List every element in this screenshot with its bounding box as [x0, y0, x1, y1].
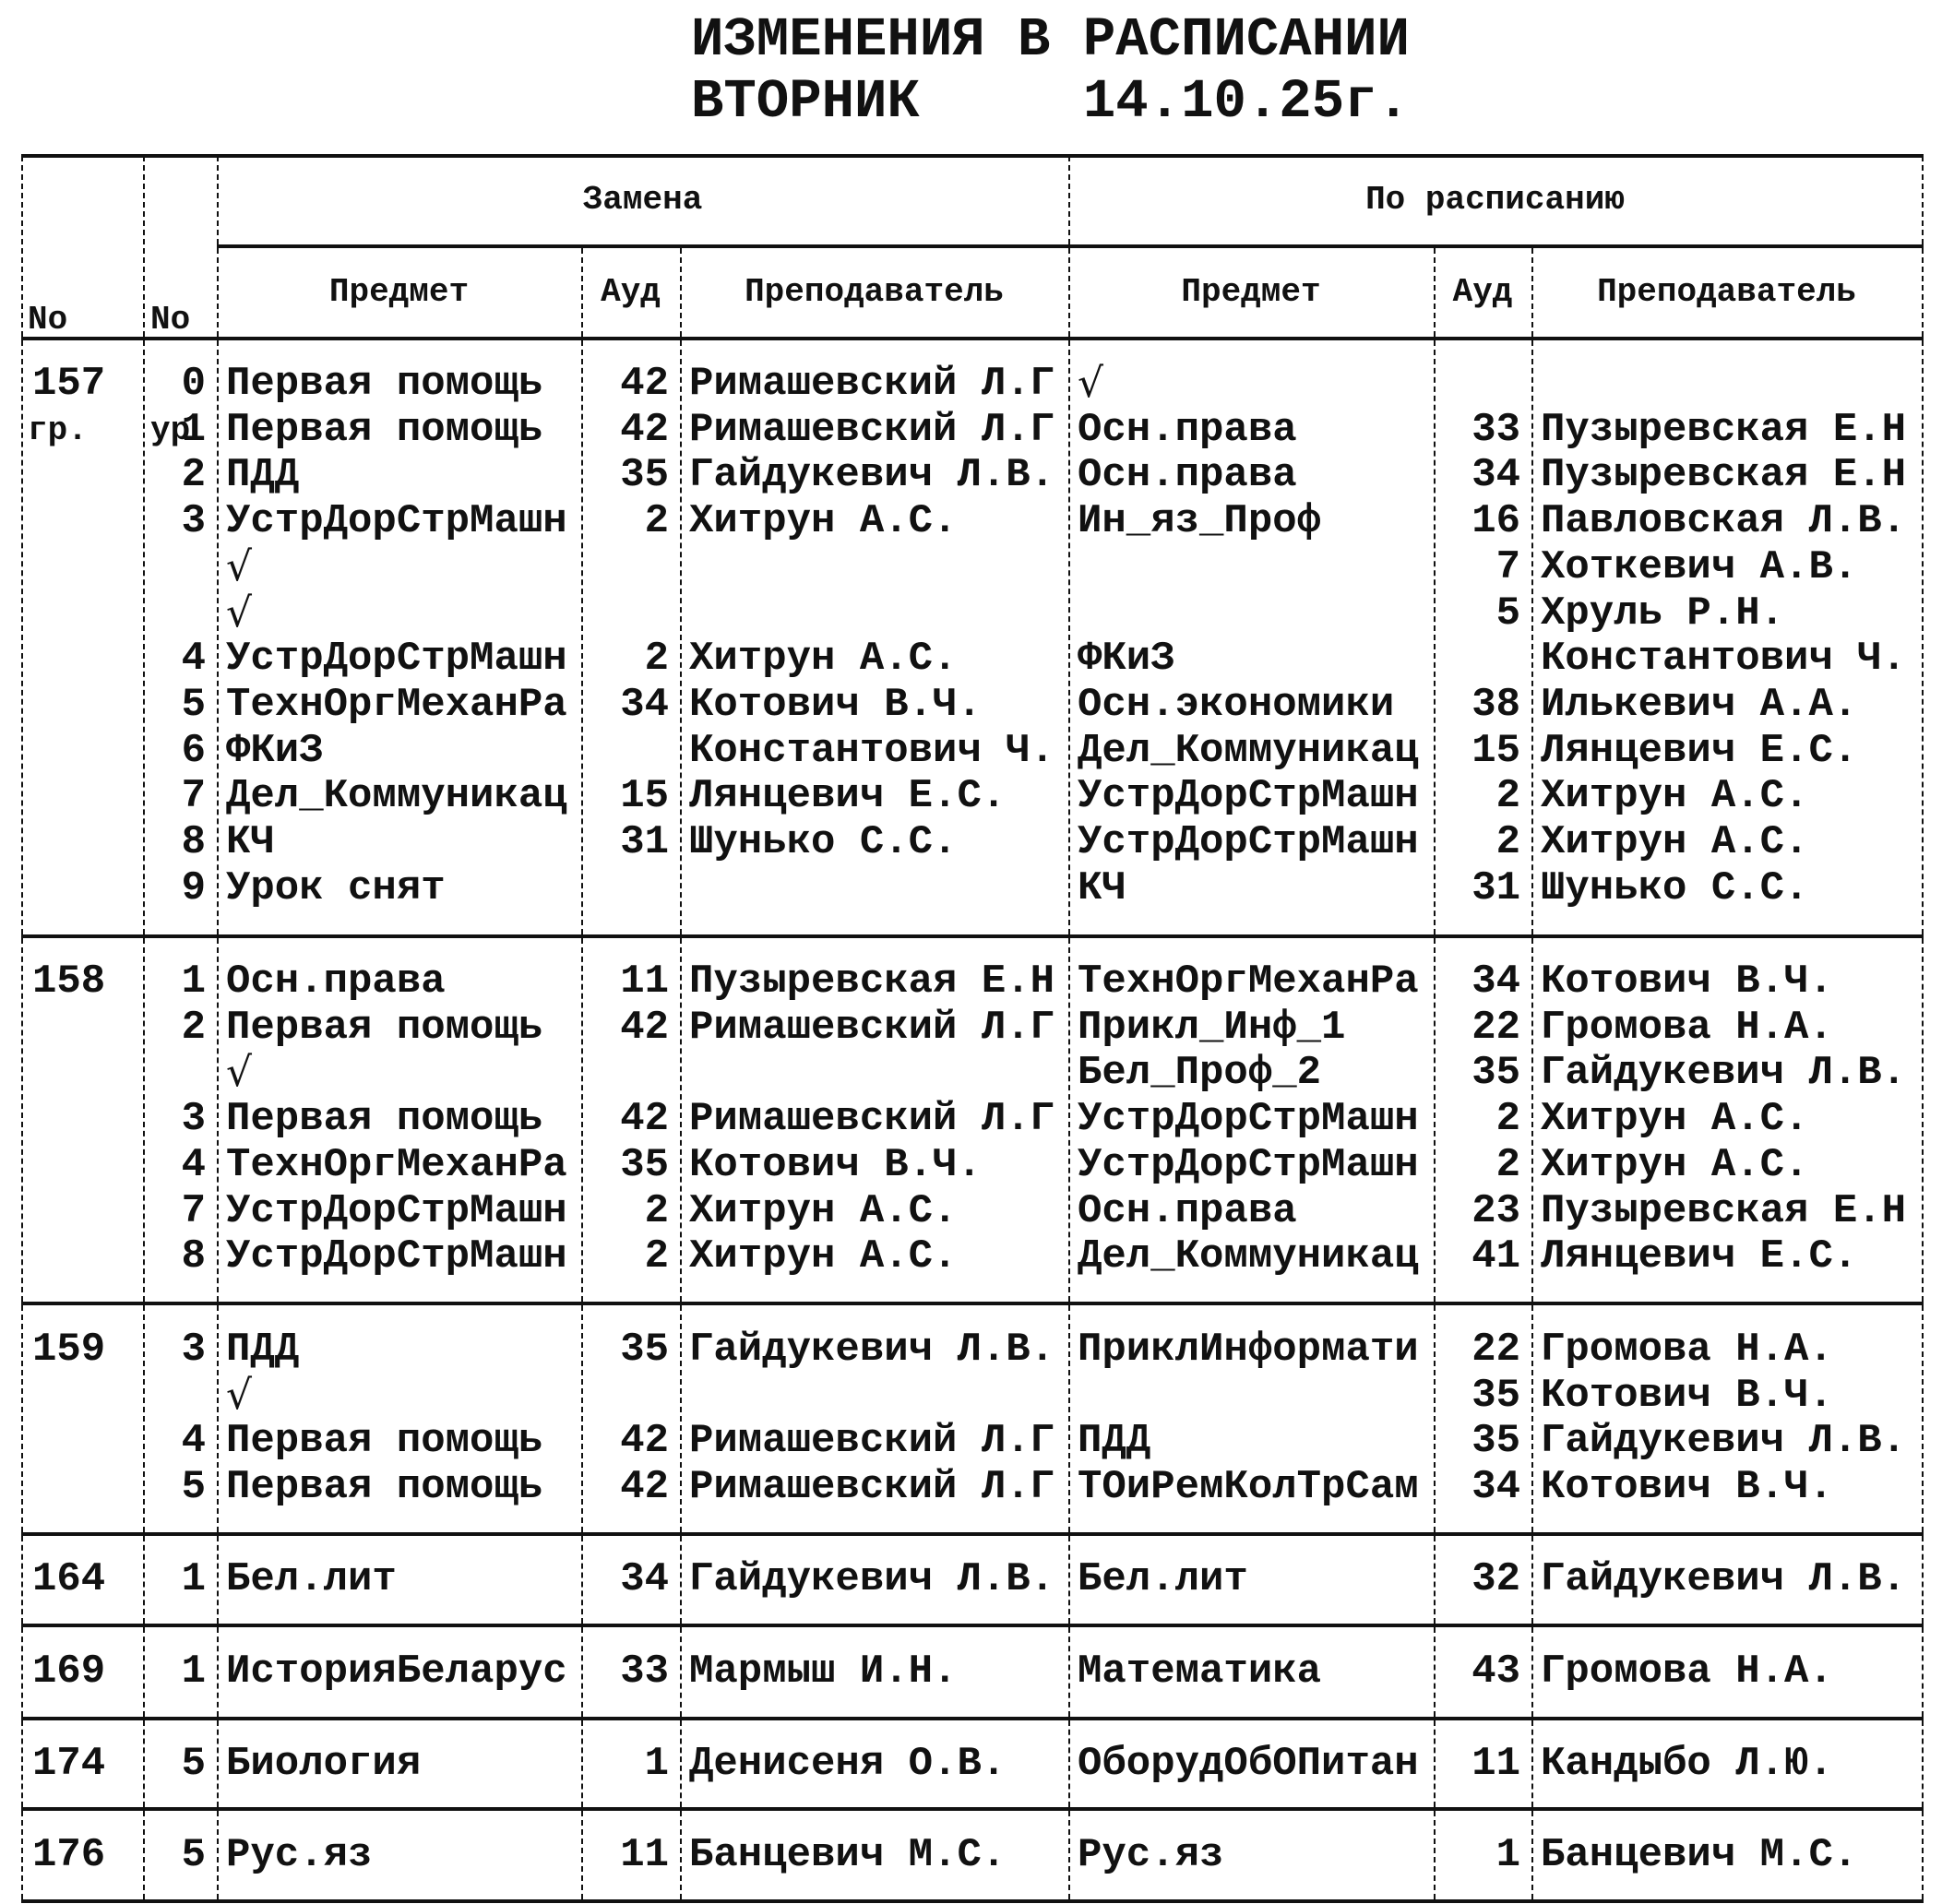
scheduled-subject: Осн.экономики	[1078, 682, 1395, 728]
scheduled-subject: ФКиЗ	[1078, 636, 1175, 682]
replacement-teacher: Денисеня О.В.	[689, 1741, 1007, 1787]
scheduled-teacher: Гайдукевич Л.В.	[1541, 1556, 1907, 1602]
header-old-teacher: Преподаватель	[1597, 273, 1856, 311]
replacement-teacher: Банцевич М.С.	[689, 1832, 1007, 1878]
scheduled-teacher: Шунько С.С.	[1541, 865, 1809, 911]
replacement-room	[581, 1373, 669, 1419]
replacement-room: 2	[644, 1188, 669, 1234]
scheduled-room: 11	[1471, 1741, 1520, 1787]
column-divider	[680, 1536, 682, 1624]
replacement-subject: УстрДорСтрМашн	[226, 498, 567, 544]
column-divider	[21, 1720, 23, 1807]
replacement-room: 33	[620, 1648, 669, 1695]
scheduled-subject: Осн.права	[1078, 452, 1297, 498]
scheduled-subject: ТехнОргМеханРа	[1078, 958, 1419, 1005]
scheduled-teacher	[1541, 361, 1920, 407]
replacement-teacher	[689, 865, 1066, 911]
column-divider	[21, 1305, 23, 1532]
replacement-subject: ПДД	[226, 452, 300, 498]
column-divider	[21, 938, 23, 1302]
lesson-number: 3	[181, 1327, 206, 1373]
group-separator-rule	[21, 1899, 1924, 1903]
scheduled-teacher: Илькевич А.А.	[1541, 682, 1858, 728]
lesson-number: 3	[181, 498, 206, 544]
column-divider	[1531, 1536, 1533, 1624]
replacement-room: 2	[644, 1233, 669, 1279]
replacement-subject: Осн.права	[226, 958, 446, 1005]
replacement-subject: ФКиЗ	[226, 728, 324, 774]
scheduled-room: 35	[1471, 1050, 1520, 1096]
scheduled-teacher: Пузыревская Е.Н	[1541, 407, 1907, 453]
replacement-room: 35	[620, 452, 669, 498]
lesson-number: 2	[181, 1005, 206, 1051]
column-divider	[21, 1627, 23, 1717]
scheduled-subject: УстрДорСтрМашн	[1078, 1142, 1419, 1188]
lesson-number: 6	[181, 728, 206, 774]
column-divider	[680, 1720, 682, 1807]
group-separator-rule	[21, 1532, 1924, 1536]
scheduled-subject: ПриклИнформати	[1078, 1327, 1419, 1373]
header-replacement: Замена	[582, 181, 703, 219]
column-divider	[1922, 1627, 1924, 1717]
replacement-subject: Рус.яз	[226, 1832, 373, 1878]
column-divider	[1531, 1811, 1533, 1899]
scheduled-room	[1434, 361, 1520, 407]
column-divider	[217, 1305, 219, 1532]
lesson-number: 7	[181, 1188, 206, 1234]
scheduled-teacher: Котович В.Ч.	[1541, 1373, 1833, 1419]
replacement-room: 2	[644, 498, 669, 544]
scheduled-subject: Прикл_Инф_1	[1078, 1005, 1346, 1051]
replacement-room: 42	[620, 1418, 669, 1464]
replacement-subject: КЧ	[226, 819, 275, 865]
scheduled-teacher: Котович В.Ч.	[1541, 958, 1833, 1005]
replacement-subject: ИсторияБеларус	[226, 1648, 567, 1695]
replacement-teacher: Лянцевич Е.С.	[689, 773, 1007, 819]
scheduled-room: 2	[1495, 773, 1520, 819]
replacement-room	[581, 1050, 669, 1096]
scheduled-teacher: Банцевич М.С.	[1541, 1832, 1858, 1878]
scheduled-room: 23	[1471, 1188, 1520, 1234]
replacement-teacher: Мармыш И.Н.	[689, 1648, 958, 1695]
replacement-teacher: Римашевский Л.Г	[689, 1464, 1055, 1510]
replacement-check-icon: √	[226, 543, 253, 590]
column-divider	[1068, 1627, 1070, 1717]
replacement-subject: Первая помощь	[226, 1464, 543, 1510]
scheduled-subject: Бел_Проф_2	[1078, 1050, 1322, 1096]
replacement-room: 31	[620, 819, 669, 865]
scheduled-room: 32	[1471, 1556, 1520, 1602]
scheduled-room: 43	[1471, 1648, 1520, 1695]
scheduled-room: 7	[1495, 544, 1520, 590]
scheduled-teacher: Пузыревская Е.Н	[1541, 1188, 1907, 1234]
lesson-number: 5	[181, 1741, 206, 1787]
replacement-teacher: Хитрун А.С.	[689, 1233, 958, 1279]
scheduled-room: 35	[1471, 1373, 1520, 1419]
group-separator-rule	[21, 1302, 1924, 1305]
scheduled-teacher: Громова Н.А.	[1541, 1327, 1833, 1373]
replacement-teacher: Римашевский Л.Г	[689, 1418, 1055, 1464]
scheduled-room: 31	[1471, 865, 1520, 911]
header-subrule	[217, 244, 1924, 248]
header-new-subject: Предмет	[328, 273, 470, 311]
scheduled-subject: Осн.права	[1078, 1188, 1297, 1234]
replacement-room	[581, 728, 669, 774]
replacement-teacher: Константович Ч.	[689, 728, 1055, 774]
column-divider	[217, 938, 219, 1302]
group-number: 174	[32, 1741, 106, 1787]
column-divider	[21, 1811, 23, 1899]
header-old-subject: Предмет	[1181, 273, 1321, 311]
lesson-number: 3	[181, 1096, 206, 1142]
replacement-teacher	[689, 1373, 1066, 1419]
scheduled-subject: КЧ	[1078, 865, 1126, 911]
scheduled-subject: ТОиРемКолТрСам	[1078, 1464, 1419, 1510]
replacement-subject: Биология	[226, 1741, 422, 1787]
column-divider	[680, 938, 682, 1302]
lesson-number: 5	[181, 1464, 206, 1510]
replacement-subject: Первая помощь	[226, 361, 543, 407]
scheduled-teacher: Лянцевич Е.С.	[1541, 1233, 1858, 1279]
replacement-room: 11	[620, 1832, 669, 1878]
lesson-number: 9	[181, 865, 206, 911]
lesson-number: 1	[181, 1648, 206, 1695]
replacement-teacher: Хитрун А.С.	[689, 498, 958, 544]
replacement-check-icon: √	[226, 589, 253, 637]
replacement-subject: ТехнОргМеханРа	[226, 682, 567, 728]
header-bottom-rule	[21, 337, 1924, 340]
column-divider	[217, 1811, 219, 1899]
replacement-teacher: Пузыревская Е.Н	[689, 958, 1055, 1005]
group-number: 169	[32, 1648, 106, 1695]
replacement-subject: Первая помощь	[226, 1096, 543, 1142]
scheduled-teacher: Громова Н.А.	[1541, 1005, 1833, 1051]
scheduled-room: 41	[1471, 1233, 1520, 1279]
replacement-teacher: Котович В.Ч.	[689, 1142, 982, 1188]
lesson-number: 0	[181, 361, 206, 407]
header-old-room: Ауд	[1452, 273, 1513, 311]
lesson-number	[143, 544, 206, 590]
replacement-teacher: Хитрун А.С.	[689, 636, 958, 682]
group-separator-rule	[21, 1807, 1924, 1811]
lesson-number	[143, 1050, 206, 1096]
column-divider	[1531, 1305, 1533, 1532]
replacement-room: 35	[620, 1142, 669, 1188]
header-lesson-no-line1: No	[150, 301, 191, 339]
header-vline	[1922, 156, 1924, 337]
scheduled-subject: ПДД	[1078, 1418, 1151, 1464]
column-divider	[1068, 1536, 1070, 1624]
scheduled-teacher: Хитрун А.С.	[1541, 819, 1809, 865]
scheduled-subject: ОборудОбОПитан	[1078, 1741, 1419, 1787]
column-divider	[1922, 1536, 1924, 1624]
column-divider	[680, 1811, 682, 1899]
scheduled-subject: Дел_Коммуникац	[1078, 1233, 1419, 1279]
replacement-room: 11	[620, 958, 669, 1005]
group-number: 176	[32, 1832, 106, 1878]
scheduled-subject: Ин_яз_Проф	[1078, 498, 1322, 544]
lesson-number: 4	[181, 1418, 206, 1464]
scheduled-subject: УстрДорСтрМашн	[1078, 819, 1419, 865]
column-divider	[217, 1536, 219, 1624]
lesson-number: 5	[181, 682, 206, 728]
scheduled-room: 16	[1471, 498, 1520, 544]
replacement-teacher	[689, 1050, 1066, 1096]
scheduled-subject: Рус.яз	[1078, 1832, 1224, 1878]
header-new-room: Ауд	[601, 273, 661, 311]
column-divider	[1922, 1720, 1924, 1807]
scheduled-room: 35	[1471, 1418, 1520, 1464]
scheduled-subject: УстрДорСтрМашн	[1078, 773, 1419, 819]
lesson-number: 1	[181, 958, 206, 1005]
replacement-subject: Дел_Коммуникац	[226, 773, 567, 819]
column-divider	[1922, 1811, 1924, 1899]
column-divider	[1531, 938, 1533, 1302]
replacement-teacher: Гайдукевич Л.В.	[689, 452, 1055, 498]
column-divider	[1531, 1720, 1533, 1807]
column-divider	[217, 1627, 219, 1717]
replacement-room: 34	[620, 682, 669, 728]
scheduled-teacher: Хитрун А.С.	[1541, 773, 1809, 819]
page-subtitle	[691, 71, 1410, 133]
replacement-room: 35	[620, 1327, 669, 1373]
replacement-subject: УстрДорСтрМашн	[226, 636, 567, 682]
replacement-subject: ТехнОргМеханРа	[226, 1142, 567, 1188]
lesson-number: 7	[181, 773, 206, 819]
scheduled-room	[1434, 636, 1520, 682]
scheduled-room: 1	[1495, 1832, 1520, 1878]
header-new-teacher: Преподаватель	[745, 273, 1004, 311]
column-divider	[1922, 1305, 1924, 1532]
replacement-teacher	[689, 590, 1066, 637]
column-divider	[680, 1305, 682, 1532]
header-group-no-line2: гр.	[28, 411, 88, 449]
column-divider	[1922, 340, 1924, 934]
replacement-subject: Бел.лит	[226, 1556, 397, 1602]
replacement-teacher: Шунько С.С.	[689, 819, 958, 865]
scheduled-room: 2	[1495, 1142, 1520, 1188]
replacement-check-icon: √	[226, 1372, 253, 1419]
date: 14.10.25г.	[1082, 71, 1410, 133]
replacement-room	[581, 865, 669, 911]
scheduled-subject: УстрДорСтрМашн	[1078, 1096, 1419, 1142]
scheduled-room: 22	[1471, 1005, 1520, 1051]
replacement-teacher: Гайдукевич Л.В.	[689, 1556, 1055, 1602]
scheduled-teacher: Хруль Р.Н.	[1541, 590, 1785, 637]
replacement-teacher: Хитрун А.С.	[689, 1188, 958, 1234]
replacement-room: 34	[620, 1556, 669, 1602]
scheduled-teacher: Хитрун А.С.	[1541, 1142, 1809, 1188]
column-divider	[1922, 938, 1924, 1302]
scheduled-room: 38	[1471, 682, 1520, 728]
replacement-subject: Урок снят	[226, 865, 446, 911]
group-number: 164	[32, 1556, 106, 1602]
replacement-room: 42	[620, 1005, 669, 1051]
scheduled-subject: Математика	[1078, 1648, 1322, 1695]
replacement-room: 42	[620, 407, 669, 453]
scheduled-teacher: Пузыревская Е.Н	[1541, 452, 1907, 498]
lesson-number: 5	[181, 1832, 206, 1878]
column-divider	[1068, 340, 1070, 934]
replacement-room: 42	[620, 361, 669, 407]
column-divider	[217, 340, 219, 934]
replacement-subject: Первая помощь	[226, 1418, 543, 1464]
table-top-rule	[21, 154, 1924, 158]
replacement-room: 42	[620, 1096, 669, 1142]
header-lesson-no-line2: ур	[150, 411, 191, 449]
scheduled-room: 34	[1471, 1464, 1520, 1510]
scheduled-room: 34	[1471, 958, 1520, 1005]
group-separator-rule	[21, 1717, 1924, 1720]
scheduled-subject: Дел_Коммуникац	[1078, 728, 1419, 774]
replacement-subject: Первая помощь	[226, 407, 543, 453]
lesson-number: 8	[181, 1233, 206, 1279]
lesson-number: 1	[181, 1556, 206, 1602]
replacement-subject: Первая помощь	[226, 1005, 543, 1051]
scheduled-teacher: Гайдукевич Л.В.	[1541, 1050, 1907, 1096]
replacement-teacher: Римашевский Л.Г	[689, 407, 1055, 453]
replacement-teacher: Римашевский Л.Г	[689, 361, 1055, 407]
lesson-number: 4	[181, 1142, 206, 1188]
column-divider	[1068, 1305, 1070, 1532]
replacement-teacher: Римашевский Л.Г	[689, 1005, 1055, 1051]
replacement-room	[581, 590, 669, 637]
scheduled-teacher: Кандыбо Л.Ю.	[1541, 1741, 1833, 1787]
scheduled-room: 22	[1471, 1327, 1520, 1373]
column-divider	[21, 1536, 23, 1624]
scheduled-subject: Бел.лит	[1078, 1556, 1248, 1602]
scheduled-subject: Осн.права	[1078, 407, 1297, 453]
title-gap	[920, 71, 1083, 133]
scheduled-teacher: Хитрун А.С.	[1541, 1096, 1809, 1142]
lesson-number: 2	[181, 452, 206, 498]
replacement-room: 15	[620, 773, 669, 819]
replacement-subject: ПДД	[226, 1327, 300, 1373]
column-divider	[1068, 1720, 1070, 1807]
header-group-no-line1: No	[28, 301, 68, 339]
scheduled-teacher: Хоткевич А.В.	[1541, 544, 1858, 590]
replacement-subject: УстрДорСтрМашн	[226, 1188, 567, 1234]
lesson-number: 1	[181, 407, 206, 453]
group-separator-rule	[21, 934, 1924, 938]
header-vline	[21, 156, 23, 337]
weekday: ВТОРНИК	[691, 71, 920, 133]
scheduled-teacher: Гайдукевич Л.В.	[1541, 1418, 1907, 1464]
group-number: 159	[32, 1327, 106, 1373]
column-divider	[1531, 1627, 1533, 1717]
scheduled-subject	[1078, 544, 1432, 590]
column-divider	[680, 340, 682, 934]
scheduled-subject	[1078, 1373, 1432, 1419]
column-divider	[680, 1627, 682, 1717]
lesson-number	[143, 590, 206, 637]
column-divider	[21, 340, 23, 934]
group-number: 158	[32, 958, 106, 1005]
scheduled-room: 5	[1495, 590, 1520, 637]
column-divider	[217, 1720, 219, 1807]
replacement-room: 42	[620, 1464, 669, 1510]
scheduled-teacher: Константович Ч.	[1541, 636, 1907, 682]
lesson-number	[143, 1373, 206, 1419]
scheduled-room: 15	[1471, 728, 1520, 774]
replacement-subject: УстрДорСтрМашн	[226, 1233, 567, 1279]
replacement-teacher: Котович В.Ч.	[689, 682, 982, 728]
replacement-room	[581, 544, 669, 590]
header-vline	[143, 156, 145, 337]
scheduled-room: 2	[1495, 819, 1520, 865]
column-divider	[1068, 1811, 1070, 1899]
replacement-check-icon: √	[226, 1049, 253, 1096]
replacement-room: 1	[644, 1741, 669, 1787]
replacement-teacher: Римашевский Л.Г	[689, 1096, 1055, 1142]
scheduled-teacher: Громова Н.А.	[1541, 1648, 1833, 1695]
scheduled-room: 34	[1471, 452, 1520, 498]
scheduled-check-icon: √	[1078, 360, 1104, 407]
scheduled-room: 33	[1471, 407, 1520, 453]
replacement-teacher: Гайдукевич Л.В.	[689, 1327, 1055, 1373]
group-separator-rule	[21, 1624, 1924, 1627]
column-divider	[1531, 340, 1533, 934]
replacement-room: 2	[644, 636, 669, 682]
replacement-teacher	[689, 544, 1066, 590]
group-number: 157	[32, 361, 106, 407]
scheduled-subject	[1078, 590, 1432, 637]
scheduled-teacher: Лянцевич Е.С.	[1541, 728, 1858, 774]
lesson-number: 4	[181, 636, 206, 682]
scheduled-teacher: Павловская Л.В.	[1541, 498, 1907, 544]
header-scheduled: По расписанию	[1365, 181, 1625, 219]
scheduled-room: 2	[1495, 1096, 1520, 1142]
column-divider	[1068, 938, 1070, 1302]
lesson-number: 8	[181, 819, 206, 865]
page-title: ИЗМЕНЕНИЯ В РАСПИСАНИИ	[691, 9, 1410, 71]
scheduled-teacher: Котович В.Ч.	[1541, 1464, 1833, 1510]
